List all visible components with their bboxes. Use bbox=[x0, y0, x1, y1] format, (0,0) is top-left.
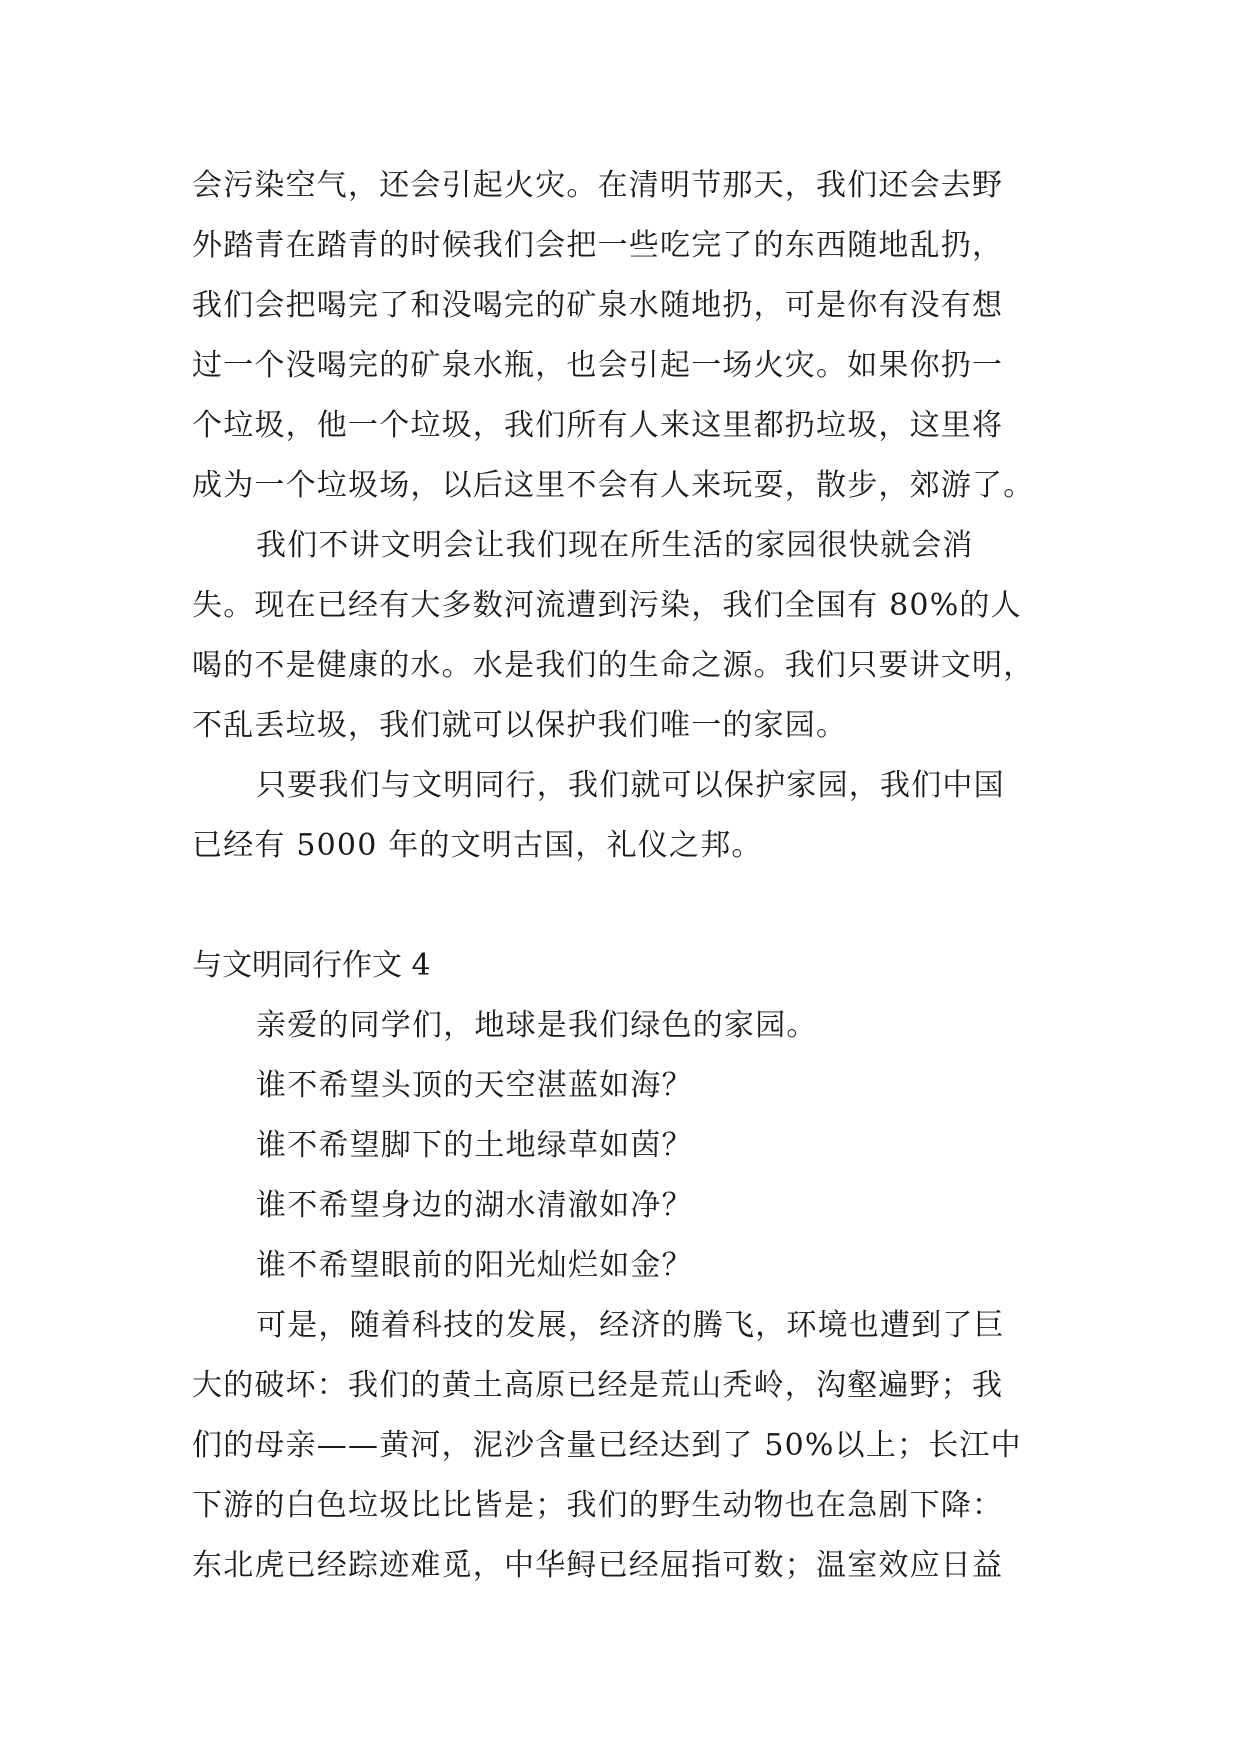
text-line: 东北虎已经踪迹难觅，中华鲟已经屈指可数；温室效应日益 bbox=[192, 1548, 1004, 1583]
text-line: 失。现在已经有大多数河流遭到污染，我们全国有 80%的人 bbox=[192, 588, 1022, 623]
text-line: 喝的不是健康的水。水是我们的生命之源。我们只要讲文明， bbox=[192, 648, 1035, 683]
text-line: 外踏青在踏青的时候我们会把一些吃完了的东西随地乱扔， bbox=[192, 228, 1004, 263]
question-line: 谁不希望脚下的土地绿草如茵？ bbox=[256, 1128, 693, 1163]
text-line: 过一个没喝完的矿泉水瓶，也会引起一场火灾。如果你扔一 bbox=[192, 348, 1004, 383]
essay-title: 与文明同行作文 4 bbox=[192, 948, 431, 983]
text-line: 只要我们与文明同行，我们就可以保护家园，我们中国 bbox=[256, 768, 1005, 803]
text-line: 们的母亲——黄河，泥沙含量已经达到了 50%以上；长江中 bbox=[192, 1428, 1022, 1463]
paragraph-civilization-loss bbox=[192, 516, 1052, 756]
paragraph-continued bbox=[192, 156, 1052, 516]
question-line: 谁不希望头顶的天空湛蓝如海？ bbox=[256, 1068, 693, 1103]
text-line: 下游的白色垃圾比比皆是；我们的野生动物也在急剧下降： bbox=[192, 1488, 1004, 1523]
text-line: 个垃圾，他一个垃圾，我们所有人来这里都扔垃圾，这里将 bbox=[192, 408, 1004, 443]
text-line: 大的破坏：我们的黄土高原已经是荒山秃岭，沟壑遍野；我 bbox=[192, 1368, 1004, 1403]
text-line: 可是，随着科技的发展，经济的腾飞，环境也遭到了巨 bbox=[256, 1308, 1005, 1343]
text-line: 会污染空气，还会引起火灾。在清明节那天，我们还会去野 bbox=[192, 168, 1004, 203]
essay-intro: 亲爱的同学们，地球是我们绿色的家园。 bbox=[256, 1008, 818, 1043]
text-line: 我们不讲文明会让我们现在所生活的家园很快就会消 bbox=[256, 528, 974, 563]
question-line: 谁不希望眼前的阳光灿烂如金？ bbox=[256, 1248, 693, 1283]
text-line: 我们会把喝完了和没喝完的矿泉水随地扔，可是你有没有想 bbox=[192, 288, 1004, 323]
paragraph-conclusion bbox=[192, 756, 1052, 876]
blank-spacer bbox=[192, 876, 1052, 936]
question-line: 谁不希望身边的湖水清澈如净？ bbox=[256, 1188, 693, 1223]
text-line: 已经有 5000 年的文明古国，礼仪之邦。 bbox=[192, 828, 763, 863]
text-line: 不乱丢垃圾，我们就可以保护我们唯一的家园。 bbox=[192, 708, 848, 743]
document-body bbox=[192, 156, 1052, 1596]
essay-4-section bbox=[192, 936, 1052, 1596]
text-line: 成为一个垃圾场，以后这里不会有人来玩耍，散步，郊游了。 bbox=[192, 468, 1035, 503]
